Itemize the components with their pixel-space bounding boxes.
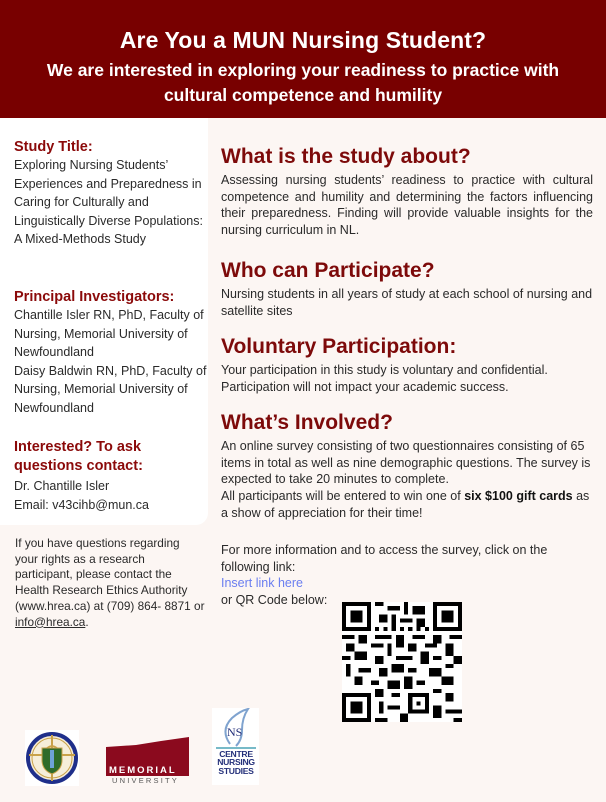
page-subtitle: We are interested in exploring your readiness to practice with cultural competence and humility bbox=[46, 60, 560, 105]
section-heading: What’s Involved? bbox=[221, 411, 393, 434]
memorial-university-logo: MEMORIAL UNIVERSITY bbox=[106, 735, 191, 785]
investigators-block bbox=[14, 288, 212, 417]
section-voluntary bbox=[221, 335, 593, 395]
survey-link[interactable]: Insert link here bbox=[221, 576, 303, 591]
contact-email[interactable]: Email: v43cihb@mun.ca bbox=[14, 497, 149, 512]
section-text: An online survey consisting of two questionnaires consisting of 65 items in total as well as nine demographic questions. The survey is expected to take 20 minutes to complete. bbox=[221, 439, 591, 487]
cns-wordmark: CENTRE NURSING STUDIES bbox=[217, 749, 255, 776]
header-banner bbox=[0, 0, 606, 118]
study-title-heading: Study Title: bbox=[14, 139, 93, 155]
investigator-1: Chantille Isler RN, PhD, Faculty of Nursing, Memorial University of Newfoundland bbox=[14, 308, 204, 359]
contact-name: Dr. Chantille Isler bbox=[14, 479, 110, 493]
investigator-2: Daisy Baldwin RN, PhD, Faculty of Nursing, Memorial University of Newfoundland bbox=[14, 363, 207, 415]
section-heading: Voluntary Participation: bbox=[221, 335, 457, 358]
qr-code[interactable] bbox=[342, 602, 462, 722]
section-heading: Who can Participate? bbox=[221, 259, 435, 282]
section-text: Assessing nursing students’ readiness to practice with cultural competence and humility and determining the factors influencing their preparedness. Finding will provide valuable insights for the nursing curriculum in NL. bbox=[221, 173, 593, 238]
section-study-about bbox=[221, 145, 593, 239]
study-title-block bbox=[14, 138, 212, 249]
section-text: Nursing students in all years of study at each school of nursing and satellite sites bbox=[221, 287, 593, 318]
qr-label: or QR Code below: bbox=[221, 593, 328, 608]
cns-swoosh-icon bbox=[212, 708, 259, 750]
section-heading: What is the study about? bbox=[221, 145, 471, 168]
access-block bbox=[221, 539, 593, 609]
study-title-text: Exploring Nursing Students’ Experiences and Preparedness in Caring for Culturally and Linguistically Diverse Populations: A Mixed-Methods Study bbox=[14, 158, 203, 246]
nursing-seal-logo bbox=[25, 730, 79, 786]
investigators-heading: Principal Investigators: bbox=[14, 289, 175, 305]
section-text: Your participation in this study is voluntary and confidential. Participation will not impact your academic success. bbox=[221, 363, 548, 394]
prize-text: All participants will be entered to win one of six $100 gift cards as a show of appreciation for their time! bbox=[221, 489, 590, 520]
section-whats-involved bbox=[221, 411, 593, 522]
crest-icon bbox=[25, 730, 79, 786]
contact-block bbox=[14, 438, 212, 514]
ethics-notice: If you have questions regarding your rights as a research participant, please contact the Health Research Ethics Authority (www.hrea.ca) at (709) 864- 8871 or info@hrea.ca. bbox=[15, 536, 205, 629]
prize-highlight: six $100 gift cards bbox=[464, 489, 573, 504]
section-who-participate bbox=[221, 259, 593, 319]
page-title: Are You a MUN Nursing Student? bbox=[119, 27, 487, 53]
svg-text:NS: NS bbox=[227, 725, 243, 739]
qr-code-icon bbox=[342, 602, 462, 722]
centre-nursing-studies-logo bbox=[212, 708, 259, 785]
ethics-email-link[interactable]: info@hrea.ca bbox=[15, 614, 86, 629]
contact-heading: Interested? To ask questions contact: bbox=[14, 439, 143, 474]
ethics-text: If you have questions regarding your rights as a research participant, please contact the Health Research Ethics Authority (www.hrea.ca) at (709) 864- 8871 or bbox=[15, 536, 205, 613]
access-text: For more information and to access the survey, click on the following link: bbox=[221, 543, 548, 574]
